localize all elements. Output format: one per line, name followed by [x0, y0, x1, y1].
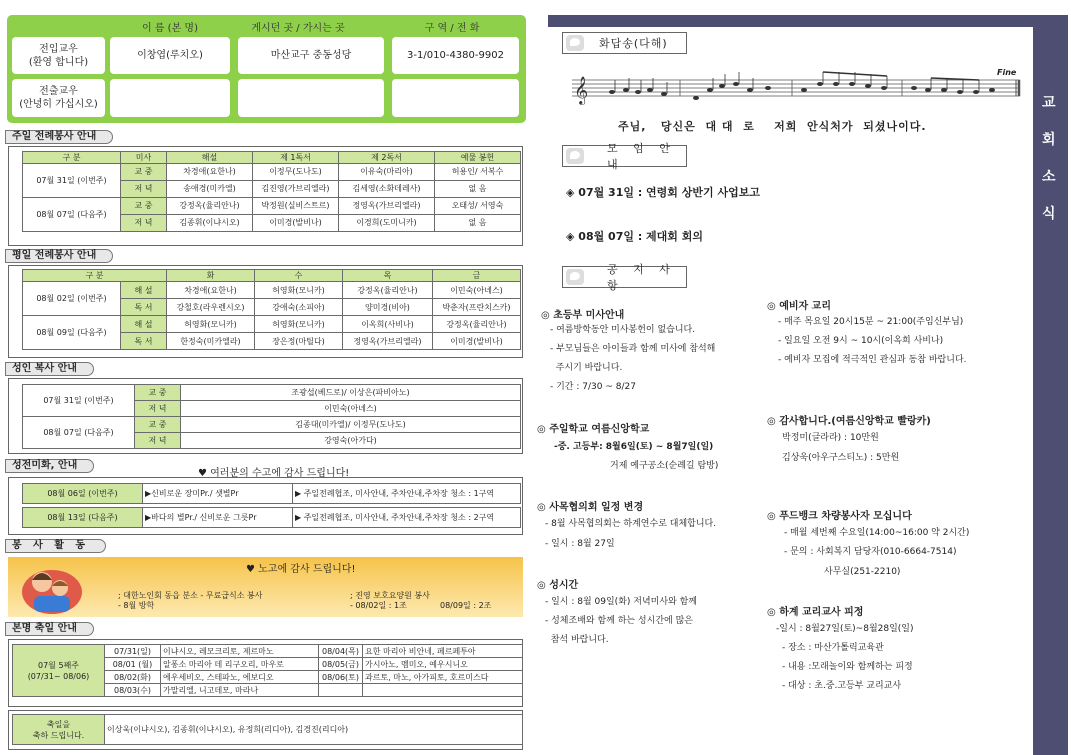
out-label: 전출교우 (안녕히 가십시오): [12, 79, 105, 117]
cell: 송애경(미카엘): [167, 180, 253, 197]
table-row: 08월 02일 (이번주): [23, 282, 121, 316]
out-name: [110, 79, 230, 117]
notice-6-title: ◎ 감사합니다.(여름신앙학교 빨랑카): [767, 416, 931, 427]
cell: ▶ 주일전례협조, 미사안내, 주차안내,주차장 청소 : 1구역: [293, 484, 521, 504]
notice-5-line: - 예비자 모집에 적극적인 관심과 동참 바랍니다.: [778, 355, 967, 365]
cell: 장은정(마틸다): [255, 333, 343, 350]
service-line-1: ; 대한노인회 동읍 분소 - 무료급식소 봉사: [118, 591, 263, 600]
notice-3-line: - 일시 : 8월 27일: [545, 539, 615, 549]
cell: 강정옥(율리안나): [433, 316, 521, 333]
hymn-header: [562, 32, 687, 54]
notice-4-title: ◎ 성시간: [537, 580, 579, 591]
cong-names: 이상욱(이냐시오), 김종휘(이냐시오), 유정희(리디아), 김경진(리디아): [105, 715, 523, 745]
notice-5-line: - 일요일 오전 9시 ~ 10시(이옥희 사비나): [778, 336, 944, 346]
cell: 양미경(비아): [343, 299, 433, 316]
notice-1-line: - 부모님들은 아이들과 함께 미사에 참석해: [550, 344, 716, 354]
beautify-title: 성전미화, 안내: [5, 459, 94, 473]
table-row: 08월 13일 (다음주): [23, 508, 143, 528]
music-staff: [572, 68, 1024, 108]
cell: 강영숙(아가다): [181, 433, 521, 449]
side-tab: [1033, 15, 1068, 755]
mass-type: 교 중: [135, 417, 181, 433]
cell: 08/05(금): [319, 658, 363, 671]
weekday-table: [22, 269, 521, 350]
notice-8-line: - 내용 :모래놀이와 함께하는 피정: [782, 662, 913, 672]
cong-table: [12, 714, 523, 745]
cell: 이유숙(마리아): [339, 163, 435, 180]
notice-1-line: - 여름방학동안 미사봉헌이 없습니다.: [550, 325, 696, 335]
meeting-item-1: ◈ 07월 31일 : 연령회 상반기 사업보고: [566, 186, 760, 199]
cell: 이미경(발비나): [253, 214, 339, 231]
hymn-title: 화답송(다해): [599, 37, 668, 50]
col-header: 수: [255, 270, 343, 282]
cell: 한정숙(미카엘라): [167, 333, 255, 350]
cell: 허영화(모니카): [255, 282, 343, 299]
out-from: [238, 79, 384, 117]
notice-6-line: 김상욱(아우구스티노) : 5만원: [782, 453, 900, 463]
col-header: 금: [433, 270, 521, 282]
side-label-3: 소: [1042, 169, 1056, 185]
dove-icon: [566, 269, 584, 285]
side-tab-curve: [1018, 27, 1033, 41]
notice-1-line: 주시기 바랍니다.: [550, 363, 623, 373]
cell: [319, 684, 363, 697]
col-header: 예물 봉헌: [435, 151, 521, 163]
cell: 알퐁소 마리아 데 리구오리, 마우로: [161, 658, 319, 671]
mass-type: 교 중: [121, 197, 167, 214]
feast-table: [12, 644, 523, 697]
cell: 07/31(일): [105, 645, 161, 658]
cell: 08/06(토): [319, 671, 363, 684]
role: 독 서: [121, 299, 167, 316]
cell: 이정무(도나도): [253, 163, 339, 180]
cell: 김세영(소화데레사): [339, 180, 435, 197]
table-row: 08월 06일 (이번주): [23, 484, 143, 504]
mass-type: 저 녁: [121, 180, 167, 197]
cell: ▶ 주일전례협조, 미사안내, 주차안내,주차장 청소 : 2구역: [293, 508, 521, 528]
treble-clef-icon: 𝄞: [574, 76, 589, 104]
notice-3-line: - 8월 사목협의회는 하계연수로 대체합니다.: [545, 519, 717, 529]
in-from: 마산교구 중동성당: [238, 37, 384, 74]
cell: 차경애(요한나): [167, 282, 255, 299]
out-zone: [392, 79, 519, 117]
service-line-3: ; 진영 보호요양원 봉사: [350, 591, 430, 600]
top-bar: [548, 15, 1068, 27]
role: 해 설: [121, 316, 167, 333]
cong-label: 축일을 축하 드립니다.: [13, 715, 105, 745]
notice-2-title: ◎ 주일학교 여름신앙학교: [537, 424, 650, 435]
cell: 강철호(라우렌시오): [167, 299, 255, 316]
dove-icon: [566, 148, 584, 164]
sunday-table: [22, 151, 521, 232]
in-label: 전입교우 (환영 합니다): [12, 37, 105, 74]
cell: 이옥희(사비나): [343, 316, 433, 333]
notice-8-line: - 장소 : 마산가톨릭교육관: [782, 643, 884, 653]
meeting-title: 모 임 안 내: [607, 142, 676, 171]
notice-1-line: - 기간 : 7/30 ~ 8/27: [550, 382, 636, 392]
mass-type: 저 녁: [121, 214, 167, 231]
altar-title: 성인 복사 안내: [5, 362, 94, 376]
mass-type: 저 녁: [135, 401, 181, 417]
sunday-title: 주일 전례봉사 안내: [5, 130, 113, 144]
cell: 조광섭(베드로)/ 이상은(파비아노): [181, 385, 521, 401]
table-row: 08월 07일 (다음주): [23, 417, 135, 449]
service-thanks: ♥ 노고에 감사 드립니다!: [246, 564, 356, 575]
cell: 허영화(모니카): [167, 316, 255, 333]
cell: [363, 684, 523, 697]
service-title: 봉 사 활 동: [5, 539, 106, 553]
notice-4-line: - 일시 : 8월 09일(화) 저녁미사와 함께: [545, 597, 697, 607]
cell: 에우세비오, 스테파노, 에보디오: [161, 671, 319, 684]
side-label-4: 식: [1042, 206, 1056, 222]
notice-header: [562, 263, 687, 292]
staff-header-zone: 구 역 / 전 화: [424, 23, 480, 34]
meeting-header: [562, 142, 687, 171]
cell: 박정원(실비스트르): [253, 197, 339, 214]
cell: 정영옥(가브리엘라): [339, 197, 435, 214]
cell: 정영옥(가브리엘라): [343, 333, 433, 350]
weekday-title: 평일 전례봉사 안내: [5, 249, 113, 263]
fine-mark: Fine: [997, 68, 1017, 77]
hymn-lyrics: 주님, 당신은 대 대 로 저희 안식처가 되셨나이다.: [618, 120, 927, 133]
family-icon: [18, 558, 86, 614]
notice-8-line: - 대상 : 초.중.고등부 교리교사: [782, 681, 902, 691]
notice-5-line: - 매주 목요일 20시15분 ~ 21:00(주임신부님): [778, 317, 964, 327]
side-label-1: 교: [1042, 95, 1056, 111]
service-line-2: - 8월 방학: [118, 601, 155, 610]
altar-table: [22, 384, 521, 449]
cell: 과르토, 마노, 아가피토, 호르미스다: [363, 671, 523, 684]
cell: 이경희(도미니카): [339, 214, 435, 231]
service-line-4: - 08/02일 : 1조: [350, 601, 407, 610]
staff-header-from: 게시던 곳 / 가시는 곳: [251, 23, 345, 34]
cell: 08/03(수): [105, 684, 161, 697]
notice-7-line: - 문의 : 사회복지 담당자(010-6664-7514): [784, 547, 957, 557]
family-illustration: [18, 558, 86, 614]
cell: 차경애(요한나): [167, 163, 253, 180]
mass-type: 교 중: [135, 385, 181, 401]
beautify-table: [22, 483, 521, 528]
cell: 가말리엘, 니고데모, 마라나: [161, 684, 319, 697]
col-header: 제 1독서: [253, 151, 339, 163]
cell: 08/01 (월): [105, 658, 161, 671]
cell: 이미경(발비나): [433, 333, 521, 350]
cell: 이민숙(아녜스): [181, 401, 521, 417]
table-row: 08월 09일 (다음주): [23, 316, 121, 350]
notice-4-line: 참석 바랍니다.: [545, 635, 609, 645]
col-header: 화: [167, 270, 255, 282]
in-zone: 3-1/010-4380-9902: [392, 37, 519, 74]
notice-8-title: ◎ 하계 교리교사 피정: [767, 607, 864, 618]
col-header: 제 2독서: [339, 151, 435, 163]
col-header: 목: [343, 270, 433, 282]
notice-7-title: ◎ 푸드뱅크 차량봉사자 모십니다: [767, 511, 912, 522]
cell: 08/04(목): [319, 645, 363, 658]
table-row: 07월 31일 (이번주): [23, 163, 121, 197]
meeting-item-2: ◈ 08월 07일 : 제대회 회의: [566, 230, 704, 243]
mass-type: 교 중: [121, 163, 167, 180]
in-name: 이창엽(루치오): [110, 37, 230, 74]
notice-3-title: ◎ 사목협의회 일정 변경: [537, 502, 644, 513]
notice-7-line: 사무실(251-2210): [824, 567, 901, 577]
notice-7-line: - 매월 세번째 수요일(14:00~16:00 약 2시간): [784, 528, 970, 538]
notice-5-title: ◎ 예비자 교리: [767, 301, 831, 312]
cell: ▶바다의 별Pr./ 신비로운 그릇Pr: [143, 508, 293, 528]
cell: 김종휘(이냐시오): [167, 214, 253, 231]
cell: 이냐시오, 레모크리토, 제르마노: [161, 645, 319, 658]
table-row: 07월 31일 (이번주): [23, 385, 135, 417]
notice-1-title: ◎ 초등부 미사안내: [541, 310, 625, 321]
col-header: 구 분: [23, 270, 167, 282]
role: 독 서: [121, 333, 167, 350]
cell: 가시아노, 멤미오, 예우시니오: [363, 658, 523, 671]
dove-icon: [566, 35, 584, 51]
col-header: 해설: [167, 151, 253, 163]
cell: 없 음: [435, 214, 521, 231]
feast-week: 07월 5째주 (07/31~ 08/06): [13, 645, 105, 697]
cell: ▶신비로운 장미Pr./ 샛별Pr: [143, 484, 293, 504]
cell: 강정옥(율리안나): [167, 197, 253, 214]
beautify-thanks: ♥ 여러분의 수고에 감사 드립니다!: [198, 468, 350, 479]
cell: 오태성/ 서영숙: [435, 197, 521, 214]
table-row: 08월 07일 (다음주): [23, 197, 121, 231]
notice-6-line: 박정미(글라라) : 10만원: [782, 433, 879, 443]
col-header: 구 분: [23, 151, 121, 163]
mass-type: 저 녁: [135, 433, 181, 449]
cell: 허용인/ 서복수: [435, 163, 521, 180]
cell: 08/02(화): [105, 671, 161, 684]
role: 해 설: [121, 282, 167, 299]
side-label-2: 회: [1042, 132, 1056, 148]
cell: 김진영(가브리엘라): [253, 180, 339, 197]
cell: 강정옥(율리안나): [343, 282, 433, 299]
cell: 박춘자(프란치스카): [433, 299, 521, 316]
cell: 김종대(미카엘)/ 이정무(도나도): [181, 417, 521, 433]
staff-header-name: 이 름 (본 명): [142, 23, 198, 34]
notice-2-line: 거제 예구공소(순례길 탐방): [610, 461, 719, 471]
cell: 요한 마리아 비안네, 페르페투아: [363, 645, 523, 658]
cell: 강애숙(소피아): [255, 299, 343, 316]
notice-8-line: -일시 : 8월27일(토)~8월28일(일): [776, 624, 914, 634]
cell: 이민숙(아녜스): [433, 282, 521, 299]
cell: 허영화(모니카): [255, 316, 343, 333]
notice-2-line: -중. 고등부: 8월6일(토) ~ 8월7일(일): [554, 442, 714, 452]
feast-title: 본명 축일 안내: [5, 622, 94, 636]
cell: 없 음: [435, 180, 521, 197]
col-header: 미사: [121, 151, 167, 163]
notice-title: 공 지 사 항: [607, 263, 676, 292]
notice-4-line: - 성체조배와 함께 하는 성시간에 많은: [545, 616, 693, 626]
service-line-5: 08/09일 : 2조: [440, 601, 492, 610]
